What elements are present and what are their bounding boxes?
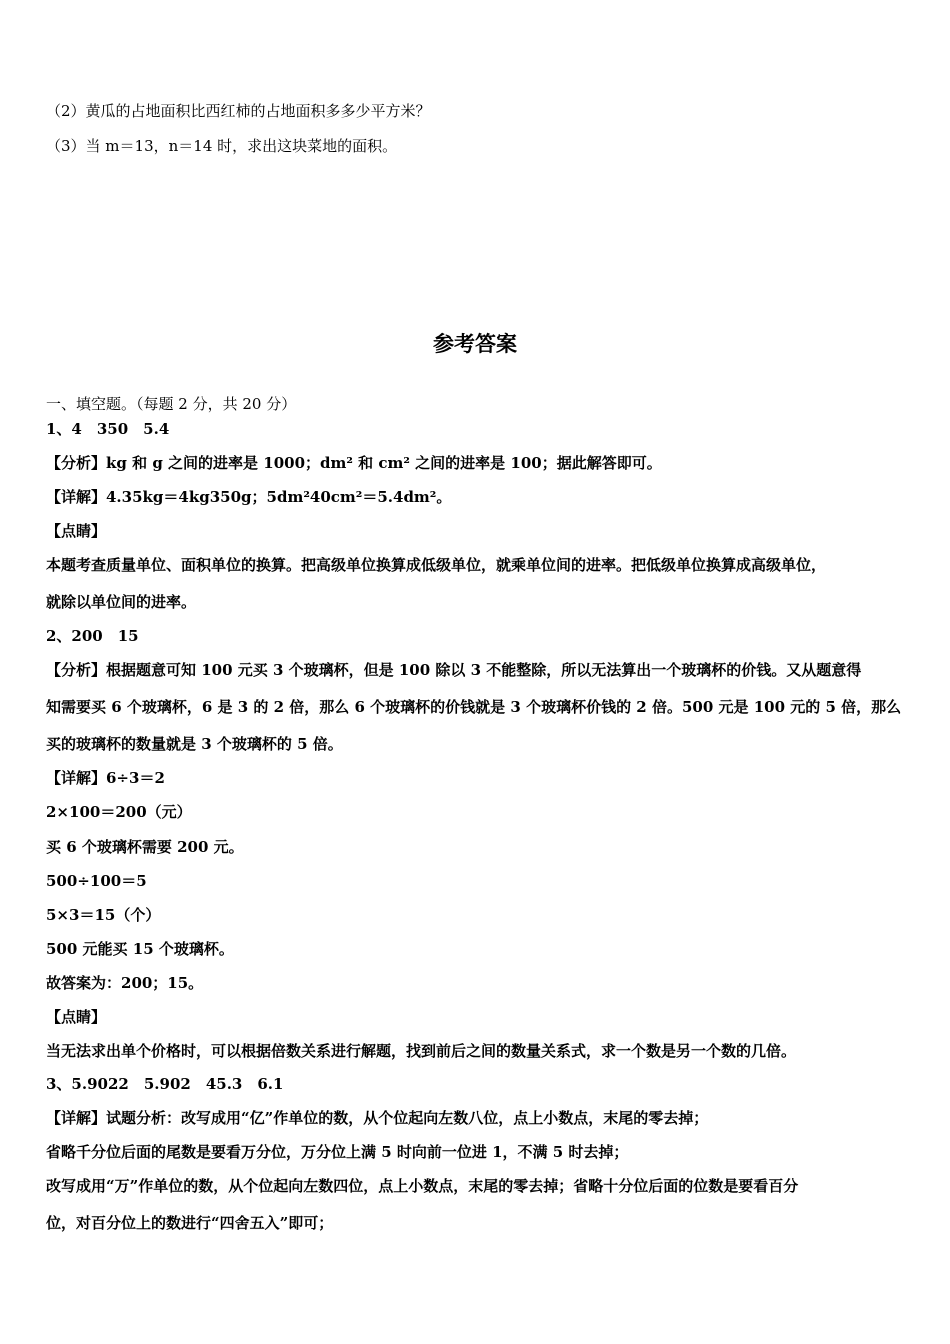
q1-comment-label: 【点睛】 xyxy=(46,522,107,540)
q1-comment-line2: 就除以单位间的进率。 xyxy=(46,593,197,611)
q1-detail: 【详解】4.35kg＝4kg350g；5dm²40cm²＝5.4dm²。 xyxy=(46,488,452,506)
q2-answer: 2、200 15 xyxy=(46,627,139,645)
question-3: （3）当 m＝13，n＝14 时，求出这块菜地的面积。 xyxy=(46,137,398,155)
q1-comment-line1: 本题考查质量单位、面积单位的换算。把高级单位换算成低级单位，就乘单位间的进率。把低级单位换算成高级单位， xyxy=(46,556,827,574)
q2-step-4: 5×3＝15（个） xyxy=(46,906,161,924)
q3-detail-line3: 改写成用“万”作单位的数，从个位起向左数四位，点上小数点，末尾的零去掉；省略十分位后面的位数是要看百分 xyxy=(46,1177,799,1195)
q3-detail-line4: 位，对百分位上的数进行“四舍五入”即可； xyxy=(46,1214,334,1232)
q2-analysis-line1: 【分析】根据题意可知 100 元买 3 个玻璃杯，但是 100 除以 3 不能整除，所以无法算出一个玻璃杯的价钱。又从题意得 xyxy=(46,661,862,679)
q1-analysis: 【分析】kg 和 g 之间的进率是 1000；dm² 和 cm² 之间的进率是 100；据此解答即可。 xyxy=(46,454,662,472)
q2-step-3: 500÷100＝5 xyxy=(46,872,147,890)
q3-answer: 3、5.9022 5.902 45.3 6.1 xyxy=(46,1075,284,1093)
q3-detail-line1: 【详解】试题分析：改写成用“亿”作单位的数，从个位起向左数八位，点上小数点，末尾的零去掉； xyxy=(46,1109,709,1127)
q2-comment-label: 【点睛】 xyxy=(46,1008,107,1026)
question-2: （2）黄瓜的占地面积比西红柿的占地面积多多少平方米？ xyxy=(46,102,431,120)
section-heading: 一、填空题。（每题 2 分，共 20 分） xyxy=(46,395,297,413)
q3-detail-line2: 省略千分位后面的尾数是要看万分位，万分位上满 5 时向前一位进 1，不满 5 时去掉； xyxy=(46,1143,629,1161)
q2-step-1: 2×100＝200（元） xyxy=(46,803,192,821)
q2-step-5: 500 元能买 15 个玻璃杯。 xyxy=(46,940,234,958)
q1-answer: 1、4 350 5.4 xyxy=(46,420,170,438)
q2-detail: 【详解】6÷3＝2 xyxy=(46,769,165,787)
q2-comment: 当无法求出单个价格时，可以根据倍数关系进行解题，找到前后之间的数量关系式，求一个数是另一个数的几倍。 xyxy=(46,1042,797,1060)
q2-analysis-line2: 知需要买 6 个玻璃杯，6 是 3 的 2 倍，那么 6 个玻璃杯的价钱就是 3 个玻璃杯价钱的 2 倍。500 元是 100 元的 5 倍，那么 xyxy=(46,698,902,716)
q2-step-2: 买 6 个玻璃杯需要 200 元。 xyxy=(46,838,244,856)
q2-analysis-line3: 买的玻璃杯的数量就是 3 个玻璃杯的 5 倍。 xyxy=(46,735,343,753)
answer-title: 参考答案 xyxy=(433,331,517,356)
q2-step-6: 故答案为：200；15。 xyxy=(46,974,204,992)
